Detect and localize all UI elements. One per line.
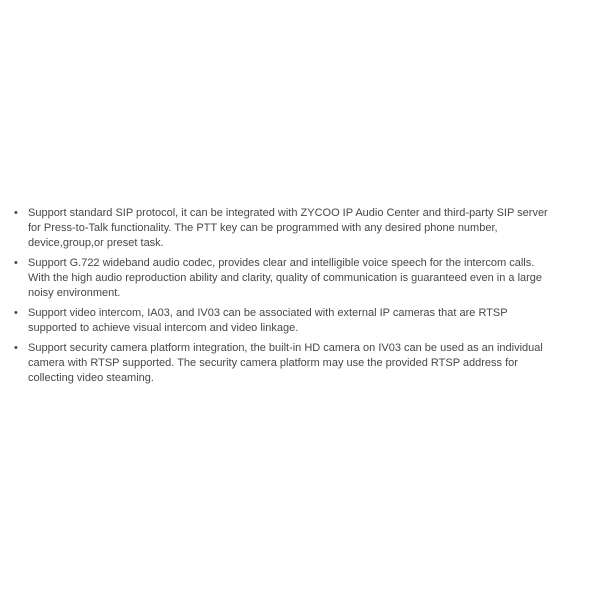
bullet-line: camera with RTSP supported. The security camera platform may use the provided RTSP address for: [28, 357, 518, 369]
bullet-item-sip-protocol: [0, 206, 600, 251]
bullet-line: supported to achieve visual intercom and video linkage.: [28, 322, 299, 334]
bullet-item-audio-codec: [0, 256, 600, 301]
bullet-text: [28, 256, 600, 301]
bullet-line: for Press-to-Talk functionality. The PTT key can be programmed with any desired phone number,: [28, 222, 498, 234]
bullet-line: Support standard SIP protocol, it can be integrated with ZYCOO IP Audio Center and third-party SIP server: [28, 207, 548, 219]
bullet-marker: •: [14, 307, 18, 319]
feature-bullet-list: [0, 206, 600, 391]
bullet-text: [28, 306, 600, 336]
bullet-marker: •: [14, 342, 18, 354]
bullet-line: device,group,or preset task.: [28, 237, 164, 249]
bullet-line: noisy environment.: [28, 287, 121, 299]
bullet-text: [28, 206, 600, 251]
bullet-item-video-intercom: [0, 306, 600, 336]
bullet-marker: •: [14, 207, 18, 219]
bullet-line: Support security camera platform integration, the built-in HD camera on IV03 can be used as an individual: [28, 342, 543, 354]
bullet-marker: •: [14, 257, 18, 269]
bullet-line: With the high audio reproduction ability and clarity, quality of communication is guaranteed even in a large: [28, 272, 543, 284]
bullet-item-camera-platform: [0, 341, 600, 386]
bullet-line: Support video intercom, IA03, and IV03 can be associated with external IP cameras that are RTSP: [28, 307, 508, 319]
bullet-text: [28, 341, 600, 386]
bullet-line: Support G.722 wideband audio codec, provides clear and intelligible voice speech for the intercom calls.: [28, 257, 535, 269]
bullet-line: collecting video steaming.: [28, 372, 154, 384]
